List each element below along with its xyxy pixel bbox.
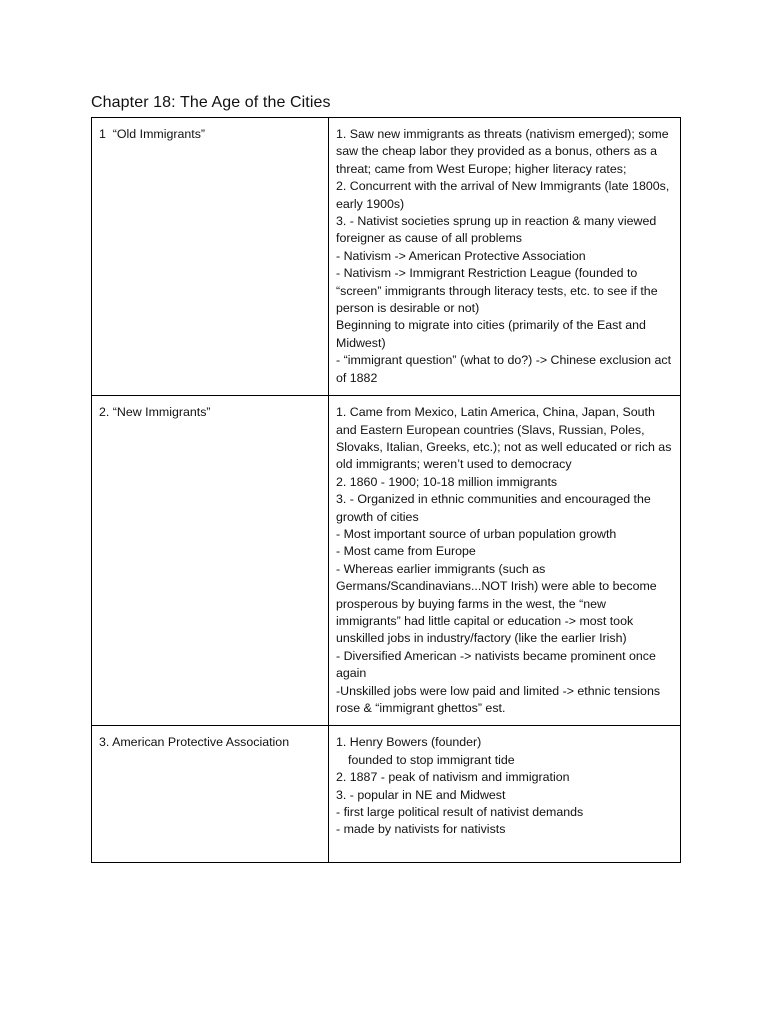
detail-line: - first large political result of nativist demands bbox=[336, 805, 584, 820]
detail-line: 3. - Organized in ethnic communities and encouraged the growth of cities bbox=[336, 492, 655, 524]
detail-line: - Nativism -> Immigrant Restriction League (founded to “screen” immigrants through literacy tests, etc. to see if the person is desirable or not) bbox=[336, 266, 662, 316]
detail-line: 2. 1860 - 1900; 10-18 million immigrants bbox=[336, 474, 558, 489]
detail-line: 3. - popular in NE and Midwest bbox=[336, 787, 506, 802]
detail-line: - Diversified American -> nativists became prominent once again bbox=[336, 648, 660, 681]
detail-line: 3. - Nativist societies sprung up in reaction & many viewed foreigner as cause of all problems bbox=[336, 214, 660, 246]
notes-table bbox=[91, 117, 681, 863]
detail-line: founded to stop immigrant tide bbox=[348, 752, 515, 767]
detail-line: - “immigrant question” (what to do?) -> Chinese exclusion act of 1882 bbox=[336, 353, 675, 385]
detail-cell bbox=[329, 118, 681, 396]
detail-cell bbox=[329, 396, 681, 726]
detail-line: 1. Saw new immigrants as threats (nativism emerged); some saw the cheap labor they provided as a bonus, others as a threat; came from West Europe; higher literacy rates; bbox=[336, 127, 673, 176]
term-label: 3. American Protective Association bbox=[99, 735, 290, 750]
term-cell bbox=[92, 726, 329, 863]
table-row bbox=[92, 118, 681, 396]
detail-line: - Whereas earlier immigrants (such as Germans/Scandinavians...NOT Irish) were able to become prosperous by buying farms in the west, the “new immigrants” had little capital or education -> most took unskilled jobs in industry/factory (like the earlier Irish) bbox=[336, 561, 661, 646]
term-label: 1 “Old Immigrants” bbox=[99, 127, 206, 141]
page-title: Chapter 18: The Age of the Cities bbox=[91, 94, 331, 111]
detail-line: - made by nativists for nativists bbox=[336, 822, 506, 837]
term-cell bbox=[92, 118, 329, 396]
detail-cell bbox=[329, 726, 681, 863]
detail-line: Beginning to migrate into cities (primarily of the East and Midwest) bbox=[336, 318, 650, 350]
table-row bbox=[92, 396, 681, 726]
detail-line: -Unskilled jobs were low paid and limited -> ethnic tensions rose & “immigrant ghettos” est. bbox=[336, 683, 664, 715]
detail-line: 1. Henry Bowers (founder) bbox=[336, 735, 482, 750]
detail-line: - Nativism -> American Protective Association bbox=[336, 248, 586, 263]
term-cell bbox=[92, 396, 329, 726]
term-label: 2. “New Immigrants” bbox=[99, 405, 211, 420]
detail-line: - Most important source of urban population growth bbox=[336, 526, 617, 541]
detail-line: 2. Concurrent with the arrival of New Immigrants (late 1800s, early 1900s) bbox=[336, 179, 673, 211]
detail-line: - Most came from Europe bbox=[336, 544, 476, 559]
detail-line: 2. 1887 - peak of nativism and immigration bbox=[336, 770, 570, 785]
detail-line: 1. Came from Mexico, Latin America, China, Japan, South and Eastern European countries (Slavs, Russian, Poles, Slovaks, Italian, Greeks, etc.); not as well educated or rich as old immigrants; weren’t used to democracy bbox=[336, 405, 675, 472]
table-row bbox=[92, 726, 681, 863]
